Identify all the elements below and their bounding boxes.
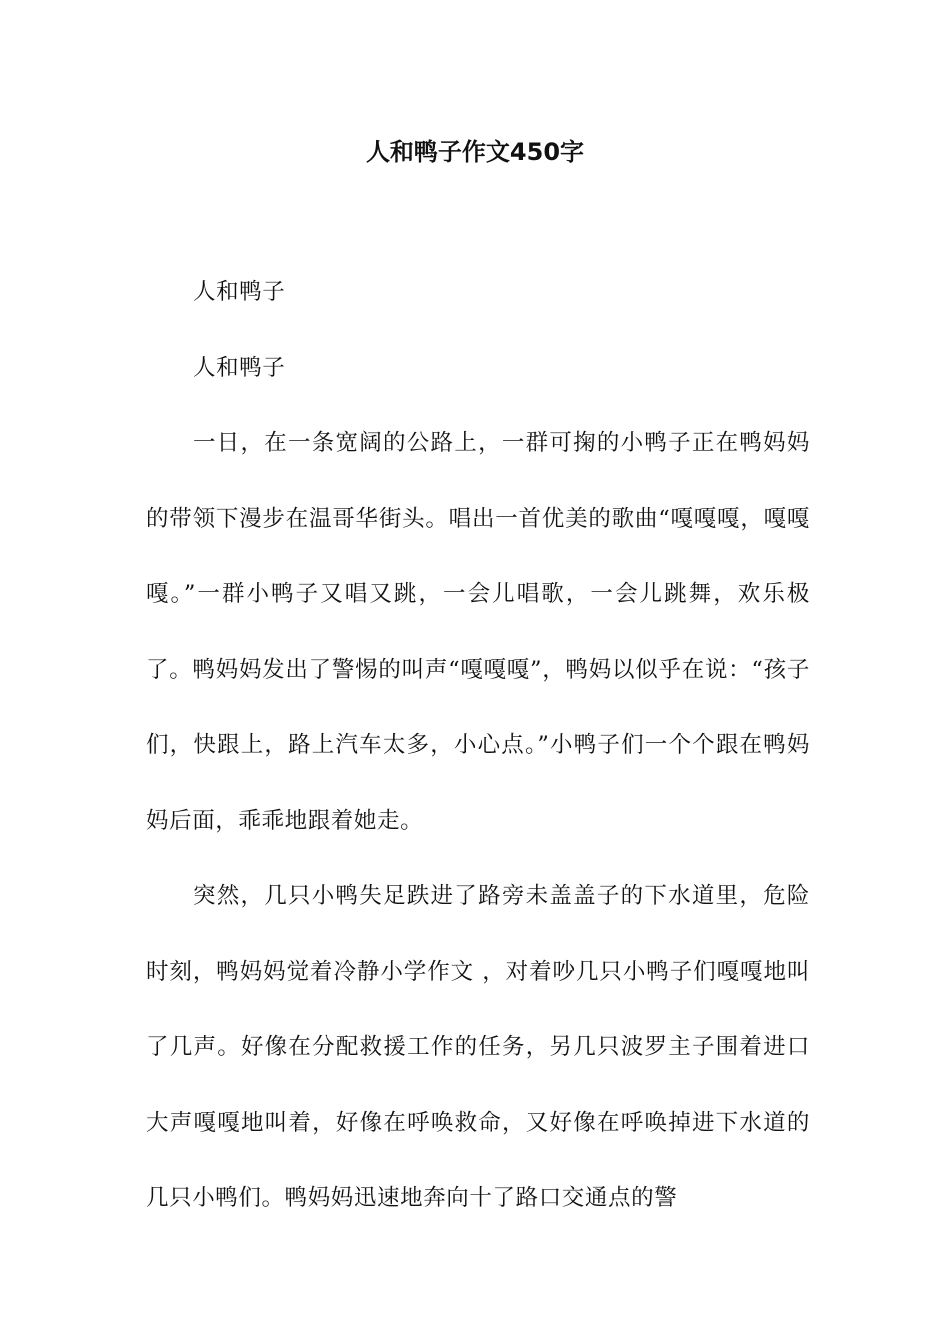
paragraph-subtitle-1: 人和鸭子 <box>193 279 286 305</box>
document-body <box>146 255 810 1237</box>
paragraph-2: 突然，几只小鸭失足跌进了路旁未盖盖子的下水道里，危险时刻，鸭妈妈觉着冷静小学作文 ，对着吵几只小鸭子们嘎嘎地叫了几声。好像在分配救援工作的任务，另几只波罗主子围着进口大声嘎嘎地叫着，好像在呼唤救命，又好像在呼唤掉进下水道的几只小鸭们。鸭妈妈迅速地奔向十了路口交通点的警 <box>146 883 810 1211</box>
paragraph-subtitle-2: 人和鸭子 <box>193 354 286 381</box>
page-title: 人和鸭子作文450字 <box>365 138 585 166</box>
paragraph-1: 一日，在一条宽阔的公路上，一群可掬的小鸭子正在鸭妈妈的带领下漫步在温哥华街头。唱出一首优美的歌曲“嘎嘎嘎，嘎嘎嘎。”一群小鸭子又唱又跳，一会儿唱歌，一会儿跳舞，欢乐极了。鸭妈妈发出了警惕的叫声“嘎嘎嘎”，鸭妈以似乎在说：“孩子们，快跟上，路上汽车太多，小心点。”小鸭子们一个个跟在鸭妈妈后面，乖乖地跟着她走。 <box>146 430 810 834</box>
